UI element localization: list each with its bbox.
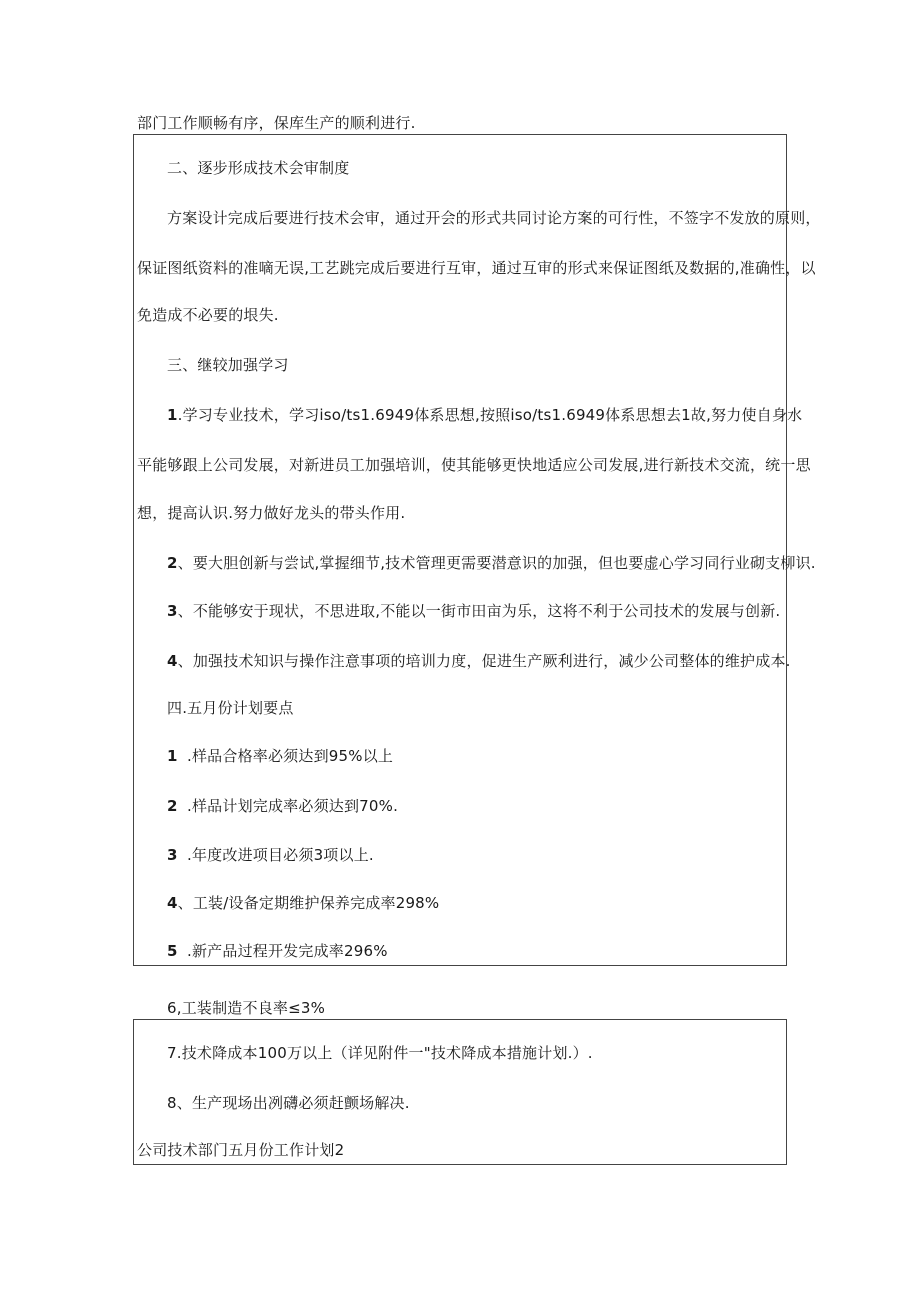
plan-item-5 — [167, 941, 388, 961]
item-number: 4 — [167, 894, 178, 912]
plan-item-2 — [167, 796, 398, 816]
item-text: .学习专业技术，学习iso/ts1.6949体系思想,按照iso/ts1.6949体系思想去1故,努力使自身水 — [177, 406, 803, 424]
item-text: .年度改进项目必须3项以上. — [187, 846, 374, 864]
section3-item1-line-3: 想，提高认识.努力做好龙头的带头作用. — [137, 504, 406, 522]
item-number: 2 — [167, 554, 178, 572]
plan-item-6: 6,工装制造不良率≤3% — [167, 999, 326, 1017]
section2-para-line-2: 保证图纸资料的准嘀无误,工艺跳完成后要进行互审，通过互审的形式来保证图纸及数据的,准确性，以 — [137, 259, 816, 277]
item-text: 、加强技术知识与操作注意事项的培训力度，促进生产厥利进行，减少公司整体的维护成本. — [177, 652, 791, 670]
item-number: 1 — [167, 747, 178, 765]
section2-heading: 二、逐步形成技术会审制度 — [167, 159, 350, 177]
section3-item4 — [167, 651, 791, 671]
section3-item1-line-2: 平能够跟上公司发展，对新进员工加强培训，使其能够更快地适应公司发展,进行新技术交流，统一思 — [137, 456, 811, 474]
section3-item3 — [167, 601, 780, 621]
item-text: 、要大胆创新与尝试,掌握细节,技术管理更需要潜意识的加强，但也要虚心学习同行业砌支柳识. — [177, 554, 816, 572]
item-number: 2 — [167, 797, 178, 815]
plan-item-7: 7.技术降成本100万以上（详见附件一"技术降成本措施计划.）. — [167, 1044, 593, 1062]
item-text: 、工装/设备定期维护保养完成率298% — [177, 894, 440, 912]
item-text: 、不能够安于现状，不思进取,不能以一街市田亩为乐，这将不利于公司技术的发展与创新. — [177, 602, 781, 620]
item-text: .样品合格率必须达到95%以上 — [187, 747, 394, 765]
plan-item-3 — [167, 845, 374, 865]
intro-line: 部门工作顺畅有序，保库生产的顺利进行. — [137, 114, 416, 132]
section3-heading: 三、继较加强学习 — [167, 356, 289, 374]
footer-title: 公司技术部门五月份工作计划2 — [137, 1141, 345, 1159]
section2-para-line-1: 方案设计完成后要进行技术会审，通过开会的形式共同讨论方案的可行性，不签字不发放的原则， — [167, 209, 821, 227]
section3-item1-line-1 — [167, 405, 803, 425]
item-number: 3 — [167, 846, 178, 864]
plan-item-4 — [167, 893, 439, 913]
item-text: .新产品过程开发完成率296% — [187, 942, 388, 960]
item-number: 5 — [167, 942, 178, 960]
item-number: 4 — [167, 652, 178, 670]
section2-para-line-3: 免造成不必要的垠失. — [137, 306, 279, 324]
item-text: .样品计划完成率必须达到70%. — [187, 797, 399, 815]
section4-heading: 四.五月份计划要点 — [167, 699, 294, 717]
item-number: 1 — [167, 406, 178, 424]
section3-item2 — [167, 553, 816, 573]
plan-item-8: 8、生产现场出冽礴必须赶颤场解决. — [167, 1094, 410, 1112]
plan-item-1 — [167, 746, 393, 766]
item-number: 3 — [167, 602, 178, 620]
